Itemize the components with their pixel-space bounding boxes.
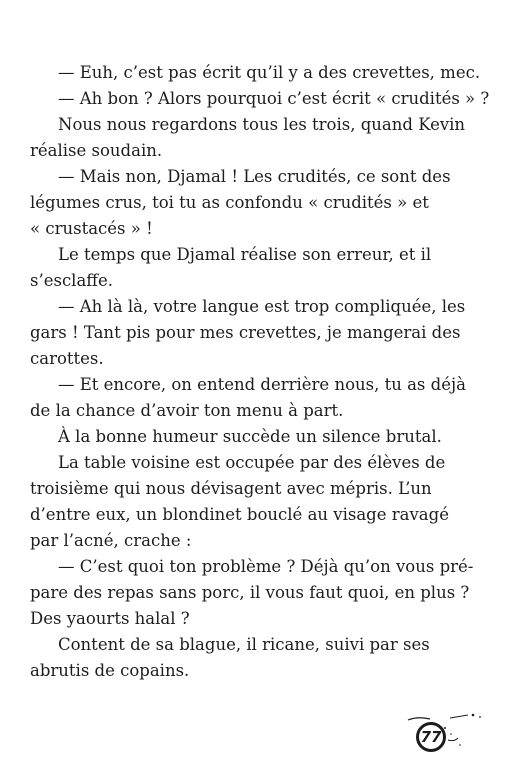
text-line: — Euh, c’est pas écrit qu’il y a des crevettes, mec. <box>58 63 481 82</box>
text-line: réalise soudain. <box>30 141 163 160</box>
text-line: À la bonne humeur succède un silence brutal. <box>58 427 442 446</box>
text-line: abrutis de copains. <box>30 661 190 680</box>
text-line: « crustacés » ! <box>30 219 153 238</box>
text-line: de la chance d’avoir ton menu à part. <box>30 401 344 420</box>
text-line: — C’est quoi ton problème ? Déjà qu’on vous pré- <box>58 557 474 576</box>
text-line: Le temps que Djamal réalise son erreur, et il <box>58 245 432 264</box>
text-line: gars ! Tant pis pour mes crevettes, je mangerai des <box>30 323 461 342</box>
text-line: légumes crus, toi tu as confondu « crudités » et <box>30 193 429 212</box>
text-line: — Mais non, Djamal ! Les crudités, ce sont des <box>58 167 451 186</box>
text-line: troisième qui nous dévisagent avec mépris. L’un <box>30 479 432 498</box>
text-line: par l’acné, crache : <box>30 531 192 550</box>
text-line: Content de sa blague, il ricane, suivi par ses <box>58 635 430 654</box>
text-line: Nous nous regardons tous les trois, quand Kevin <box>58 115 466 134</box>
text-line: — Ah bon ? Alors pourquoi c’est écrit « crudités » ? <box>58 89 490 108</box>
page-number-badge: 77 <box>416 722 446 752</box>
body-text <box>30 60 490 684</box>
text-line: carottes. <box>30 349 104 368</box>
text-line: d’entre eux, un blondinet bouclé au visage ravagé <box>30 505 449 524</box>
text-line: s’esclaffe. <box>30 271 114 290</box>
text-line: pare des repas sans porc, il vous faut quoi, en plus ? <box>30 583 470 602</box>
text-line: La table voisine est occupée par des élèves de <box>58 453 446 472</box>
text-line: Des yaourts halal ? <box>30 609 190 628</box>
text-line: — Et encore, on entend derrière nous, tu as déjà <box>58 375 466 394</box>
text-line: — Ah là là, votre langue est trop compliquée, les <box>58 297 466 316</box>
